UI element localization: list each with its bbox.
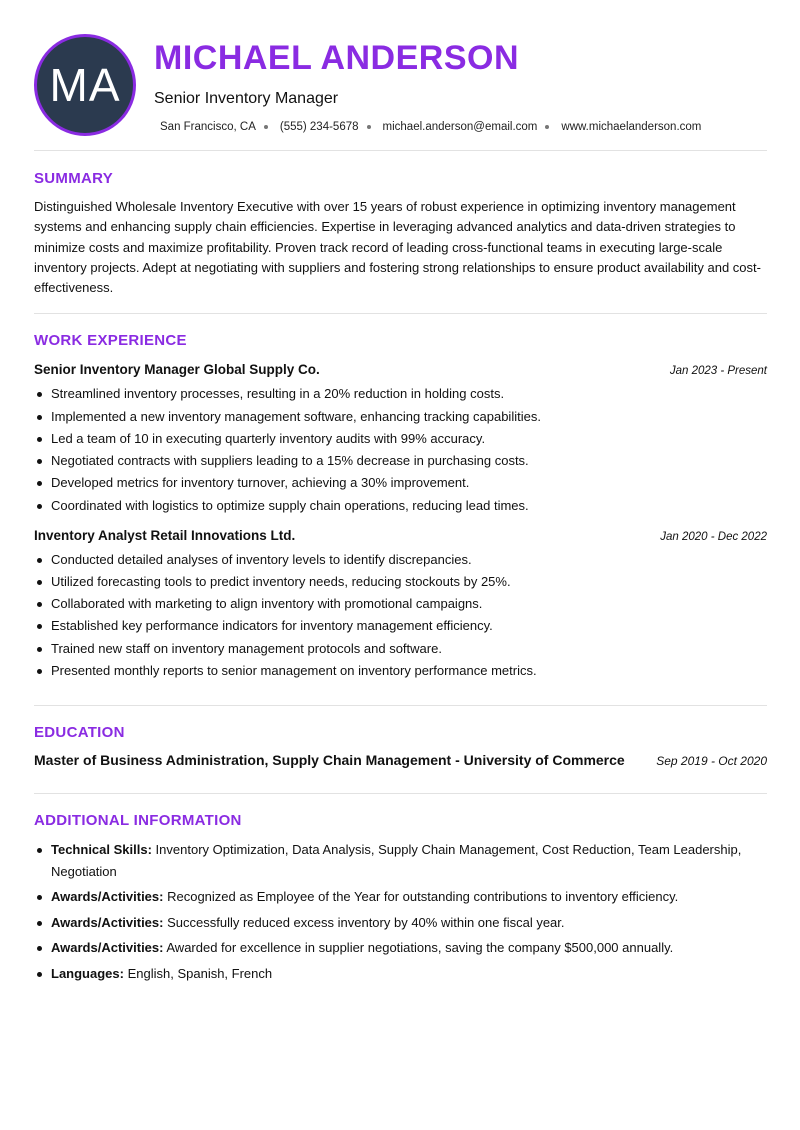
resume-header bbox=[34, 34, 767, 142]
list-item: Conducted detailed analyses of inventory levels to identify discrepancies. bbox=[34, 549, 767, 571]
item-label: Languages: bbox=[51, 965, 124, 981]
list-item: Led a team of 10 in executing quarterly inventory audits with 99% accuracy. bbox=[34, 428, 767, 450]
section-title-education: EDUCATION bbox=[34, 723, 125, 741]
avatar bbox=[34, 34, 136, 136]
education-section bbox=[34, 724, 767, 768]
divider bbox=[34, 705, 767, 706]
list-item bbox=[34, 963, 767, 985]
list-item bbox=[34, 886, 767, 908]
list-item: Implemented a new inventory management software, enhancing tracking capabilities. bbox=[34, 406, 767, 428]
item-label: Awards/Activities: bbox=[51, 914, 164, 930]
summary-text: Distinguished Wholesale Inventory Executive with over 15 years of robust experience in optimizing inventory management systems and enhancing supply chain efficiencies. Expertise in leveraging advanced analytics and data-driven strategies to minimize costs and maximize profitability. Proven track record of leading cross-functional teams in executing large-scale inventory projects. Adept at negotiating with suppliers and fostering strong relationships to ensure product availability and cost-effectiveness. bbox=[34, 199, 761, 296]
additional-list bbox=[34, 839, 767, 985]
candidate-role: Senior Inventory Manager bbox=[154, 90, 339, 107]
contact-location: San Francisco, CA bbox=[160, 121, 256, 133]
section-title-additional: ADDITIONAL INFORMATION bbox=[34, 811, 242, 829]
job-entry bbox=[34, 527, 767, 682]
avatar-initials: MA bbox=[49, 59, 121, 111]
job-date: Jan 2023 - Present bbox=[669, 365, 767, 378]
job-entry bbox=[34, 361, 767, 516]
divider bbox=[34, 793, 767, 794]
candidate-name: MICHAEL ANDERSON bbox=[154, 39, 520, 77]
contact-line bbox=[160, 120, 701, 134]
list-item: Established key performance indicators for inventory management efficiency. bbox=[34, 615, 767, 637]
contact-website[interactable]: www.michaelanderson.com bbox=[561, 121, 702, 133]
job-bullets bbox=[34, 383, 767, 516]
list-item: Collaborated with marketing to align inventory with promotional campaigns. bbox=[34, 593, 767, 615]
job-bullets bbox=[34, 549, 767, 682]
item-text: Inventory Optimization, Data Analysis, Supply Chain Management, Cost Reduction, Team Leadership, Negotiation bbox=[51, 841, 742, 880]
education-degree: Master of Business Administration, Supply Chain Management - University of Commerce bbox=[34, 751, 625, 768]
list-item bbox=[34, 839, 767, 883]
item-label: Awards/Activities: bbox=[51, 939, 164, 955]
experience-section bbox=[34, 332, 767, 681]
separator-dot-icon bbox=[545, 125, 549, 129]
resume-page bbox=[34, 34, 767, 988]
list-item: Developed metrics for inventory turnover, achieving a 30% improvement. bbox=[34, 472, 767, 494]
divider bbox=[34, 313, 767, 314]
section-title-summary: SUMMARY bbox=[34, 170, 114, 187]
item-text: Awarded for excellence in supplier negotiations, saving the company $500,000 annually. bbox=[166, 939, 674, 955]
education-entry bbox=[34, 752, 767, 768]
job-date: Jan 2020 - Dec 2022 bbox=[660, 530, 767, 543]
section-title-experience: WORK EXPERIENCE bbox=[34, 332, 187, 350]
job-title: Senior Inventory Manager Global Supply Co. bbox=[34, 362, 320, 378]
item-text: Recognized as Employee of the Year for outstanding contributions to inventory efficiency. bbox=[167, 889, 679, 905]
job-header bbox=[34, 361, 767, 380]
job-title: Inventory Analyst Retail Innovations Ltd. bbox=[34, 527, 296, 543]
list-item: Negotiated contracts with suppliers leading to a 15% decrease in purchasing costs. bbox=[34, 450, 767, 472]
education-date: Sep 2019 - Oct 2020 bbox=[656, 753, 767, 768]
contact-phone: (555) 234-5678 bbox=[279, 121, 359, 133]
item-label: Awards/Activities: bbox=[51, 889, 164, 905]
divider bbox=[34, 150, 767, 151]
list-item: Utilized forecasting tools to predict inventory needs, reducing stockouts by 25%. bbox=[34, 571, 767, 593]
item-label: Technical Skills: bbox=[51, 841, 152, 857]
separator-dot-icon bbox=[264, 125, 268, 129]
list-item: Coordinated with logistics to optimize supply chain operations, reducing lead times. bbox=[34, 495, 767, 517]
list-item bbox=[34, 937, 767, 959]
job-header bbox=[34, 527, 767, 546]
list-item: Presented monthly reports to senior management on inventory performance metrics. bbox=[34, 660, 767, 682]
list-item: Streamlined inventory processes, resulting in a 20% reduction in holding costs. bbox=[34, 383, 767, 405]
summary-section bbox=[34, 170, 767, 298]
contact-email[interactable]: michael.anderson@email.com bbox=[382, 121, 538, 133]
list-item bbox=[34, 912, 767, 934]
item-text: Successfully reduced excess inventory by 40% within one fiscal year. bbox=[167, 914, 565, 930]
item-text: English, Spanish, French bbox=[127, 965, 273, 981]
list-item: Trained new staff on inventory management protocols and software. bbox=[34, 638, 767, 660]
separator-dot-icon bbox=[367, 125, 371, 129]
additional-section bbox=[34, 812, 767, 985]
